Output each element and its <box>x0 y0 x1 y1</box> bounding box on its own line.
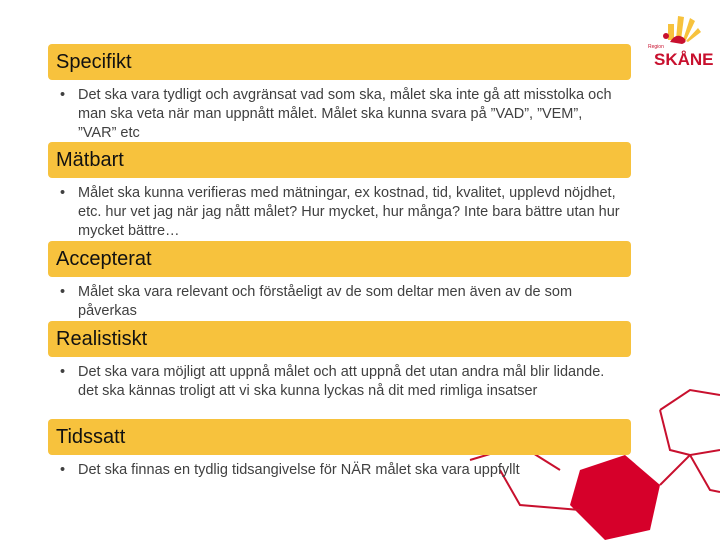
section-text: Målet ska kunna verifieras med mätningar, ex kostnad, tid, kvalitet, upplevd nöjdhet, etc. hur vet jag när jag nått målet? Hur mycket, hur många? Inte bara bättre utan hur mycket bättre… <box>78 185 620 239</box>
region-skane-logo <box>648 10 714 69</box>
bullet: • <box>60 185 66 201</box>
section-item <box>48 86 631 143</box>
bullet: • <box>60 284 66 300</box>
section-header: Specifikt <box>48 44 631 80</box>
section-item <box>48 283 631 321</box>
bullet: • <box>60 462 66 478</box>
section-text: Målet ska vara relevant och förståeligt av de som deltar men även av de som påverkas <box>78 284 573 319</box>
hexagon-line-6 <box>690 455 720 492</box>
section-matbart <box>48 142 631 241</box>
section-accepterat <box>48 241 631 321</box>
section-header: Accepterat <box>48 241 631 277</box>
section-header: Realistiskt <box>48 321 631 357</box>
griffin-icon <box>648 10 710 44</box>
hexagon-line-5 <box>660 410 690 455</box>
section-header: Mätbart <box>48 142 631 178</box>
bullet: • <box>60 87 66 103</box>
bullet: • <box>60 364 66 380</box>
section-text: Det ska finnas en tydlig tidsangivelse för NÄR målet ska vara uppfyllt <box>78 462 520 478</box>
section-text: Det ska vara möjligt att uppnå målet och att uppnå det utan andra mål blir lidande. det ska kännas troligt att vi ska kunna lyckas nå dit med rimliga insatser <box>78 364 605 399</box>
hexagon-line-4 <box>660 390 720 410</box>
section-item <box>48 184 631 241</box>
section-header: Tidssatt <box>48 419 631 455</box>
section-specifikt <box>48 44 631 143</box>
logo-name-text: SKÅNE <box>654 50 714 69</box>
section-realistiskt <box>48 321 631 401</box>
section-item <box>48 363 631 401</box>
logo-region-text: Region <box>648 44 664 50</box>
section-text: Det ska vara tydligt och avgränsat vad som ska, målet ska inte gå att misstolka och man ska veta när man uppnått målet. Målet ska kunna svara på ”VAD”, ”VEM”, ”VAR” etc <box>78 87 612 141</box>
section-tidssatt <box>48 419 631 480</box>
section-item <box>48 461 631 480</box>
